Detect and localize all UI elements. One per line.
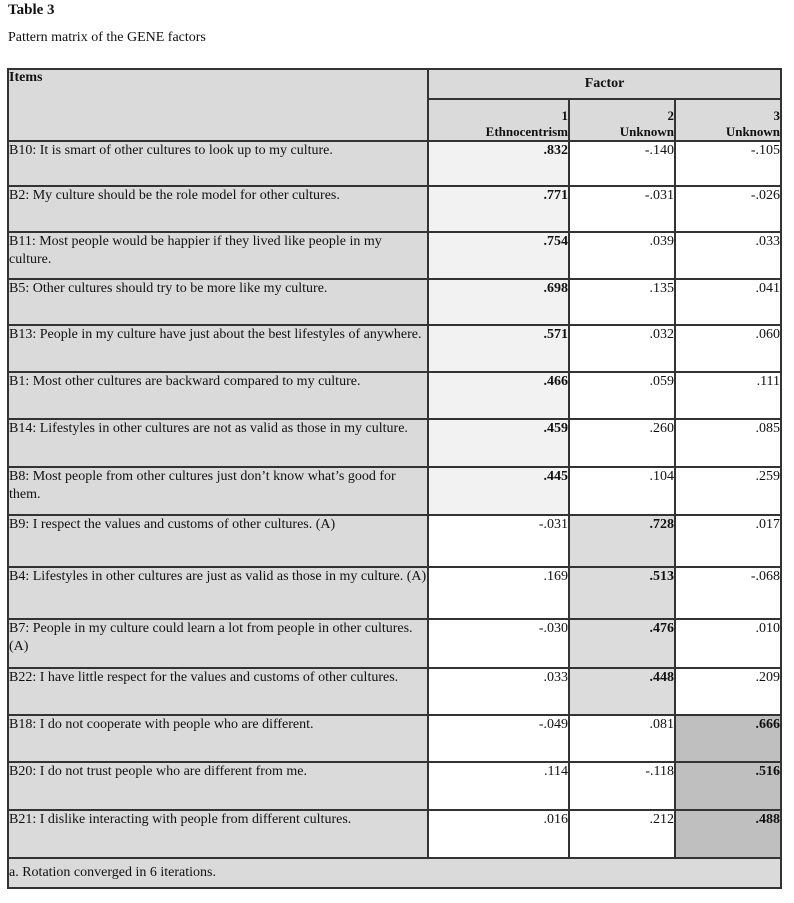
factor-1-loading: .169 [428, 567, 569, 619]
item-text: B20: I do not trust people who are different from me. [8, 762, 428, 810]
table-footnote: a. Rotation converged in 6 iterations. [8, 858, 781, 888]
item-text: B14: Lifestyles in other cultures are not as valid as those in my culture. [8, 419, 428, 467]
item-text: B5: Other cultures should try to be more like my culture. [8, 279, 428, 325]
factor-3-loading: .488 [675, 810, 781, 858]
table-row [8, 419, 781, 467]
item-text: B11: Most people would be happier if they lived like people in my culture. [8, 232, 428, 279]
factor-header: Factor [428, 69, 781, 99]
factor-1-loading: .033 [428, 668, 569, 715]
table-row [8, 715, 781, 762]
factor-1-loading: .445 [428, 467, 569, 515]
table-row [8, 810, 781, 858]
factor-2-loading: .476 [569, 619, 675, 668]
factor-2-loading: -.031 [569, 186, 675, 232]
item-text: B7: People in my culture could learn a lot from people in other cultures. (A) [8, 619, 428, 668]
items-header: Items [8, 69, 428, 141]
factor-3-loading: .516 [675, 762, 781, 810]
factor-1-name: Ethnocentrism [485, 124, 568, 139]
factor-3-number: 3 [773, 108, 781, 123]
item-text: B13: People in my culture have just about the best lifestyles of anywhere. [8, 325, 428, 372]
factor-1-loading: -.031 [428, 515, 569, 567]
table-row [8, 141, 781, 186]
matrix-body [8, 141, 781, 858]
factor-1-loading: .459 [428, 419, 569, 467]
factor-3-name: Unknown [725, 124, 781, 139]
factor-3-loading: .111 [675, 372, 781, 419]
table-row [8, 619, 781, 668]
factor-3-loading: .209 [675, 668, 781, 715]
factor-3-loading: .666 [675, 715, 781, 762]
factor-2-loading: .081 [569, 715, 675, 762]
table-title: Table 3 [8, 2, 55, 18]
factor-2-loading: .448 [569, 668, 675, 715]
item-text: B10: It is smart of other cultures to look up to my culture. [8, 141, 428, 186]
factor-2-loading: .212 [569, 810, 675, 858]
table-row [8, 186, 781, 232]
factor-2-loading: .728 [569, 515, 675, 567]
factor-1-loading: .698 [428, 279, 569, 325]
factor-1-loading: -.049 [428, 715, 569, 762]
item-text: B9: I respect the values and customs of other cultures. (A) [8, 515, 428, 567]
table-row [8, 279, 781, 325]
factor-3-loading: .085 [675, 419, 781, 467]
item-text: B18: I do not cooperate with people who are different. [8, 715, 428, 762]
factor-3-loading: -.068 [675, 567, 781, 619]
factor-3-loading: .041 [675, 279, 781, 325]
table-row [8, 668, 781, 715]
factor-3-loading: .033 [675, 232, 781, 279]
item-text: B1: Most other cultures are backward compared to my culture. [8, 372, 428, 419]
table-row [8, 567, 781, 619]
factor-3-loading: .017 [675, 515, 781, 567]
factor-1-loading: .754 [428, 232, 569, 279]
item-text: B8: Most people from other cultures just don’t know what’s good for them. [8, 467, 428, 515]
table-row [8, 325, 781, 372]
factor-1-loading: -.030 [428, 619, 569, 668]
item-text: B2: My culture should be the role model for other cultures. [8, 186, 428, 232]
factor-3-loading: .060 [675, 325, 781, 372]
factor-1-loading: .016 [428, 810, 569, 858]
factor-1-number: 1 [561, 108, 568, 123]
item-text: B21: I dislike interacting with people from different cultures. [8, 810, 428, 858]
factor-1-loading: .466 [428, 372, 569, 419]
item-text: B4: Lifestyles in other cultures are just as valid as those in my culture. (A) [8, 567, 428, 619]
factor-2-loading: .032 [569, 325, 675, 372]
pattern-matrix-table [7, 68, 782, 889]
factor-2-loading: .039 [569, 232, 675, 279]
factor-3-loading: .259 [675, 467, 781, 515]
factor-2-loading: -.140 [569, 141, 675, 186]
factor-3-loading: -.026 [675, 186, 781, 232]
factor-3-header [675, 99, 781, 141]
table-row [8, 515, 781, 567]
factor-3-loading: -.105 [675, 141, 781, 186]
factor-2-name: Unknown [619, 124, 674, 139]
factor-2-loading: .260 [569, 419, 675, 467]
factor-3-loading: .010 [675, 619, 781, 668]
factor-2-loading: .135 [569, 279, 675, 325]
factor-1-loading: .832 [428, 141, 569, 186]
table-row [8, 762, 781, 810]
table-row [8, 372, 781, 419]
factor-1-header [428, 99, 569, 141]
factor-2-number: 2 [667, 108, 674, 123]
factor-1-loading: .771 [428, 186, 569, 232]
factor-2-loading: .513 [569, 567, 675, 619]
item-text: B22: I have little respect for the values and customs of other cultures. [8, 668, 428, 715]
factor-2-header [569, 99, 675, 141]
factor-2-loading: .104 [569, 467, 675, 515]
factor-2-loading: .059 [569, 372, 675, 419]
table-caption: Pattern matrix of the GENE factors [8, 30, 206, 45]
factor-1-loading: .114 [428, 762, 569, 810]
table-row [8, 232, 781, 279]
factor-2-loading: -.118 [569, 762, 675, 810]
factor-1-loading: .571 [428, 325, 569, 372]
table-row [8, 467, 781, 515]
